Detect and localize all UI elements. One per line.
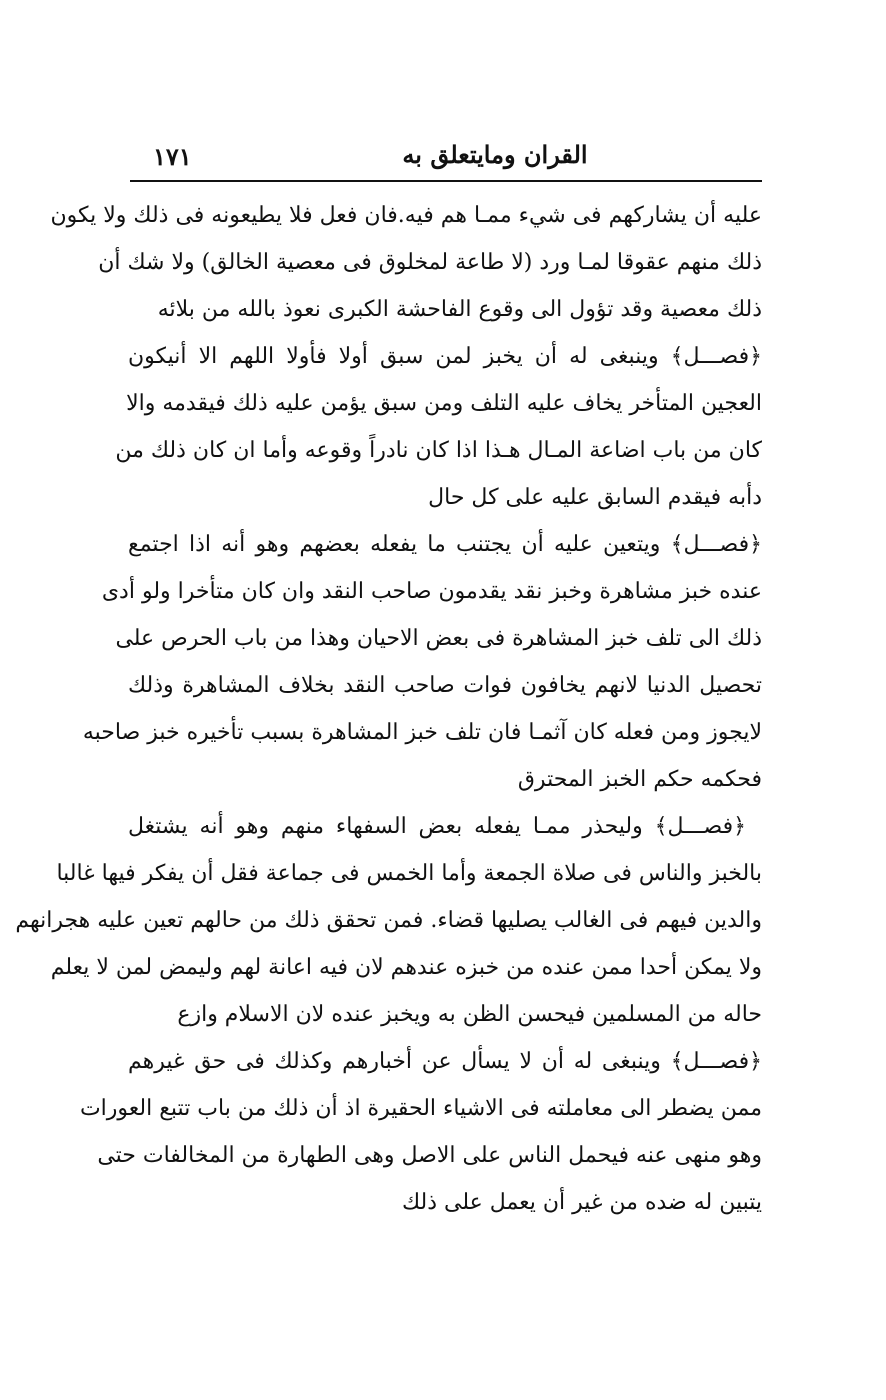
text-line: ﴿فصـــل﴾ ويتعين عليه أن يجتنب ما يفعله بعضهم وهو أنه اذا اجتمع	[128, 532, 762, 557]
text-line: ﴿فصـــل﴾ وليحذر ممـا يفعله بعض السفهاء منهم وهو أنه يشتغل	[128, 814, 746, 839]
text-line: العجين المتأخر يخاف عليه التلف ومن سبق يؤمن عليه ذلك فيقدمه والا	[126, 391, 762, 416]
text-line: ذلك منهم عقوقا لمـا ورد (لا طاعة لمخلوق فى معصية الخالق) ولا شك أن	[98, 250, 762, 275]
text-line: ذلك الى تلف خبز المشاهرة فى بعض الاحيان وهذا من باب الحرص على	[115, 626, 762, 651]
text-line: ﴿فصـــل﴾ وينبغى له أن يخبز لمن سبق أولا فأولا اللهم الا أنيكون	[128, 344, 762, 369]
text-line: كان من باب اضاعة المـال هـذا اذا كان نادراً وقوعه وأما ان كان ذلك من	[115, 438, 762, 463]
page-header	[135, 140, 755, 176]
body-text	[15, 192, 762, 1226]
text-line: والدين فيهم فى الغالب يصليها قضاء. فمن تحقق ذلك من حالهم تعين عليه هجرانهم	[15, 908, 762, 933]
running-title: القران ومايتعلق به	[402, 140, 588, 169]
text-line: لايجوز ومن فعله كان آثمـا فان تلف خبز المشاهرة بسبب تأخيره خبز صاحبه	[82, 720, 762, 745]
text-line: فحكمه حكم الخبز المحترق	[517, 767, 762, 792]
text-line: ﴿فصـــل﴾ وينبغى له أن لا يسأل عن أخبارهم وكذلك فى حق غيرهم	[128, 1049, 762, 1074]
text-line: بالخبز والناس فى صلاة الجمعة وأما الخمس فى جماعة فقل أن يفكر فيها غالبا	[56, 861, 762, 886]
text-line: وهو منهى عنه فيحمل الناس على الاصل وهى الطهارة من المخالفات حتى	[97, 1143, 762, 1168]
text-line: تحصيل الدنيا لانهم يخافون فوات صاحب النقد بخلاف المشاهرة وذلك	[128, 673, 762, 698]
text-line: يتبين له ضده من غير أن يعمل على ذلك	[402, 1190, 762, 1215]
header-divider	[130, 180, 762, 182]
text-line: ممن يضطر الى معاملته فى الاشياء الحقيرة اذ أن ذلك من باب تتبع العورات	[79, 1096, 762, 1121]
text-line: ولا يمكن أحدا ممن عنده من خبزه عندهم لان فيه اعانة لهم وليمض لمن لا يعلم	[50, 955, 762, 980]
text-line: حاله من المسلمين فيحسن الظن به ويخبز عنده لان الاسلام وازع	[177, 1002, 762, 1027]
text-line: عليه أن يشاركهم فى شيء ممـا هم فيه.فان فعل فلا يطيعونه فى ذلك ولا يكون	[50, 203, 762, 228]
text-line: عنده خبز مشاهرة وخبز نقد يقدمون صاحب النقد وان كان متأخرا ولو أدى	[101, 579, 762, 604]
page-number: ١٧١	[153, 142, 192, 171]
text-line: ذلك معصية وقد تؤول الى وقوع الفاحشة الكبرى نعوذ بالله من بلائه	[157, 297, 762, 322]
text-line: دأبه فيقدم السابق عليه على كل حال	[428, 485, 762, 510]
